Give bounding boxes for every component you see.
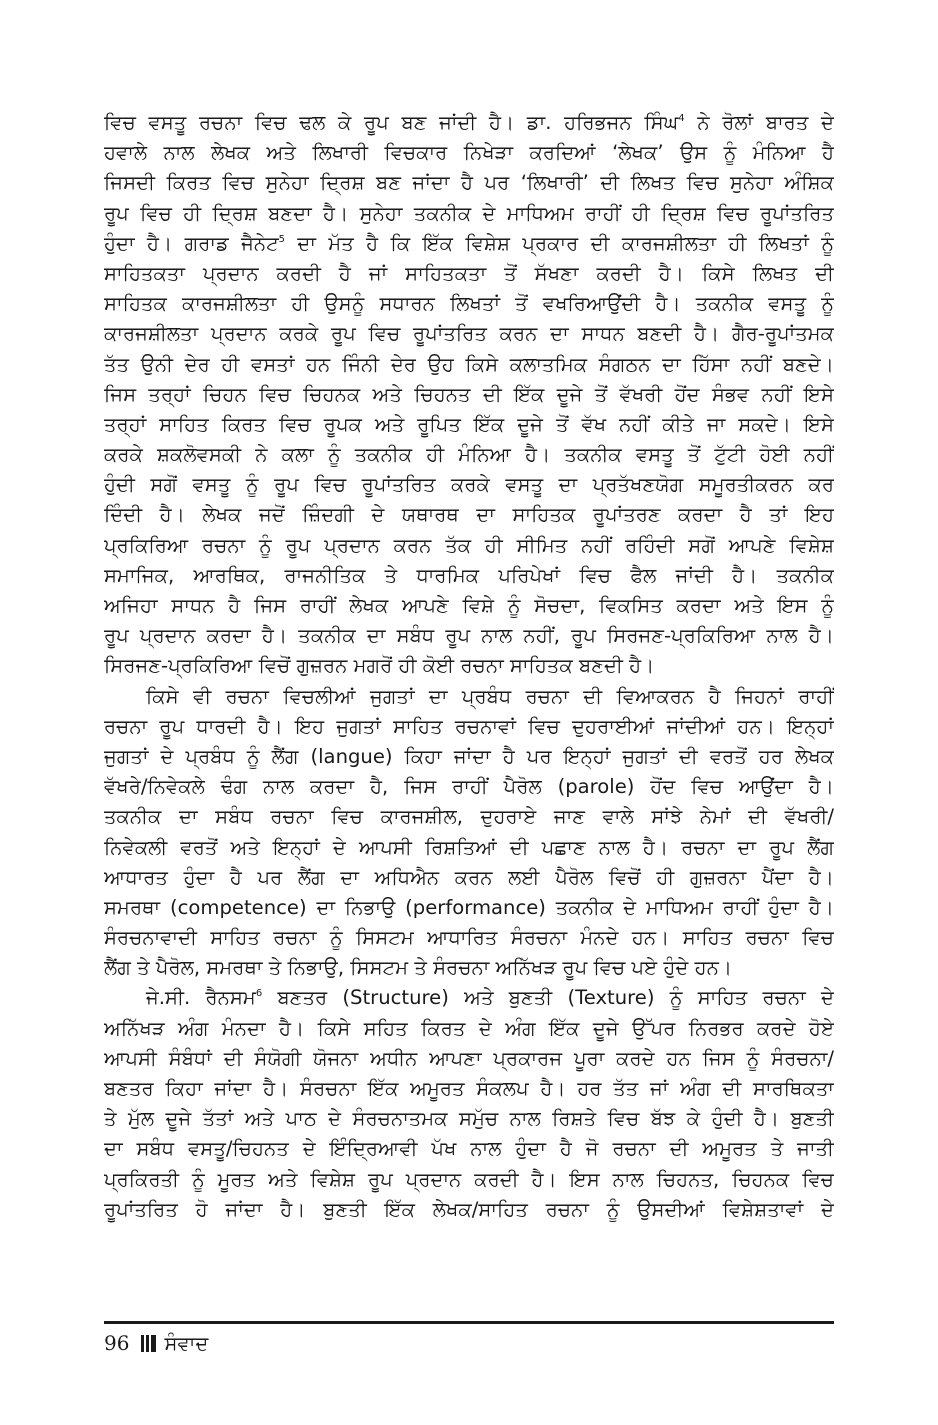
paragraph-3 <box>104 983 834 1225</box>
text-line: ਲੈਂਗ ਤੇ ਪੈਰੋਲ, ਸਮਰਥਾ ਤੇ ਨਿਭਾਉ, ਸਿਸਟਮ ਤੇ ਸੰਰਚਨਾ ਅਨਿੱਖੜ ਰੂਪ ਵਿਚ ਪਏ ਹੁੰਦੇ ਹਨ। <box>104 956 733 980</box>
footnote-ref: 5 <box>278 233 286 245</box>
text-line: ਦਿੰਦੀ ਹੈ। ਲੇਖਕ ਜਦੋਂ ਜ਼ਿੰਦਗੀ ਦੇ ਯਥਾਰਥ ਦਾ ਸਾਹਿਤਕ ਰੂਪਾਂਤਰਣ ਕਰਦਾ ਹੈ ਤਾਂ ਇਹ <box>104 503 834 527</box>
footer-divider <box>104 1321 834 1324</box>
journal-name: ਸੰਵਾਦ <box>164 1331 209 1355</box>
text-line: ਕਾਰਜਸ਼ੀਲਤਾ ਪ੍ਰਦਾਨ ਕਰਕੇ ਰੂਪ ਵਿਚ ਰੂਪਾਂਤਰਿਤ ਕਰਨ ਦਾ ਸਾਧਨ ਬਣਦੀ ਹੈ। ਗੈਰ-ਰੂਪਾਂਤਮਕ <box>104 322 834 346</box>
text-line: ਵੱਖਰੇ/ਨਿਵੇਕਲੇ ਢੰਗ ਨਾਲ ਕਰਦਾ ਹੈ, ਜਿਸ ਰਾਹੀਂ ਪੈਰੋਲ (parole) ਹੋਂਦ ਵਿਚ ਆਉਂਦਾ ਹੈ। <box>104 775 834 799</box>
text-line: ਸਿਰਜਣ-ਪ੍ਰਕਿਰਿਆ ਵਿਚੋਂ ਗੁਜ਼ਰਨ ਮਗਰੋਂ ਹੀ ਕੋਈ ਰਚਨਾ ਸਾਹਿਤਕ ਬਣਦੀ ਹੈ। <box>104 654 655 678</box>
text-line: ਜਿਸ ਤਰ੍ਹਾਂ ਚਿਹਨ ਵਿਚ ਚਿਹਨਕ ਅਤੇ ਚਿਹਨਤ ਦੀ ਇੱਕ ਦੂਜੇ ਤੋਂ ਵੱਖਰੀ ਹੋਂਦ ਸੰਭਵ ਨਹੀਂ ਇਸੇ <box>104 382 834 406</box>
text-line: ਨਿਵੇਕਲੀ ਵਰਤੋਂ ਅਤੇ ਇਨ੍ਹਾਂ ਦੇ ਆਪਸੀ ਰਿਸ਼ਤਿਆਂ ਦੀ ਪਛਾਣ ਨਾਲ ਹੈ। ਰਚਨਾ ਦਾ ਰੂਪ ਲੈਂਗ <box>104 835 834 859</box>
text-line: ਸੰਰਚਨਾਵਾਦੀ ਸਾਹਿਤ ਰਚਨਾ ਨੂੰ ਸਿਸਟਮ ਆਧਾਰਿਤ ਸੰਰਚਨਾ ਮੰਨਦੇ ਹਨ। ਸਾਹਿਤ ਰਚਨਾ ਵਿਚ <box>104 926 834 950</box>
paragraph-2 <box>104 682 834 984</box>
text-line: ਅਨਿੱਖੜ ਅੰਗ ਮੰਨਦਾ ਹੈ। ਕਿਸੇ ਸਹਿਤ ਕਿਰਤ ਦੇ ਅੰਗ ਇੱਕ ਦੂਜੇ ਉੱਪਰ ਨਿਰਭਰ ਕਰਦੇ ਹੋਏ <box>104 1016 834 1040</box>
text-line: ਕਰਕੇ ਸ਼ਕਲੋਵਸਕੀ ਨੇ ਕਲਾ ਨੂੰ ਤਕਨੀਕ ਹੀ ਮੰਨਿਆ ਹੈ। ਤਕਨੀਕ ਵਸਤੂ ਤੋਂ ਟੁੱਟੀ ਹੋਈ ਨਹੀਂ <box>104 443 834 467</box>
text-line: ਪ੍ਰਕਿਰਿਆ ਰਚਨਾ ਨੂੰ ਰੂਪ ਪ੍ਰਦਾਨ ਕਰਨ ਤੱਕ ਹੀ ਸੀਮਿਤ ਨਹੀਂ ਰਹਿੰਦੀ ਸਗੋਂ ਆਪਣੇ ਵਿਸ਼ੇਸ਼ <box>104 533 834 557</box>
text-line: ਰਚਨਾ ਰੂਪ ਧਾਰਦੀ ਹੈ। ਇਹ ਜੁਗਤਾਂ ਸਾਹਿਤ ਰਚਨਾਵਾਂ ਵਿਚ ਦੁਹਰਾਈਆਂ ਜਾਂਦੀਆਂ ਹਨ। ਇਨ੍ਹਾਂ <box>104 714 834 738</box>
text-line: ਤਕਨੀਕ ਦਾ ਸਬੰਧ ਰਚਨਾ ਵਿਚ ਕਾਰਜਸ਼ੀਲ, ਦੁਹਰਾਏ ਜਾਣ ਵਾਲੇ ਸਾਂਝੇ ਨੇਮਾਂ ਦੀ ਵੱਖਰੀ/ <box>104 805 834 829</box>
page-footer <box>104 1330 208 1356</box>
text-line: ਆਧਾਰਤ ਹੁੰਦਾ ਹੈ ਪਰ ਲੈਂਗ ਦਾ ਅਧਿਐਨ ਕਰਨ ਲਈ ਪੈਰੋਲ ਵਿਚੋਂ ਹੀ ਗੁਜ਼ਰਨਾ ਪੈਂਦਾ ਹੈ। <box>104 865 834 889</box>
text-line: ਸਾਹਿਤਕ ਕਾਰਜਸ਼ੀਲਤਾ ਹੀ ਉਸਨੂੰ ਸਧਾਰਨ ਲਿਖਤਾਂ ਤੋਂ ਵਖਰਿਆਉਂਦੀ ਹੈ। ਤਕਨੀਕ ਵਸਤੂ ਨੂੰ <box>104 292 834 316</box>
footnote-ref: 4 <box>678 113 685 124</box>
text-line: ਰੂਪ ਵਿਚ ਹੀ ਦ੍ਰਿਸ਼ ਬਣਦਾ ਹੈ। ਸੁਨੇਹਾ ਤਕਨੀਕ ਦੇ ਮਾਧਿਅਮ ਰਾਹੀਂ ਹੀ ਦ੍ਰਿਸ਼ ਵਿਚ ਰੂਪਾਂਤਰਿਤ <box>104 201 834 225</box>
text-line: ਹਵਾਲੇ ਨਾਲ ਲੇਖਕ ਅਤੇ ਲਿਖਾਰੀ ਵਿਚਕਾਰ ਨਿਖੇੜਾ ਕਰਦਿਆਂ ‘ਲੇਖਕ’ ਉਸ ਨੂੰ ਮੰਨਿਆ ਹੈ <box>104 141 834 165</box>
text-line: ਜੇ.ਸੀ. ਰੈਨਸਮ$^6$ ਬਣਤਰ (Structure) ਅਤੇ ਬੁਣਤੀ (Texture) ਨੂੰ ਸਾਹਿਤ ਰਚਨਾ ਦੇ <box>146 986 834 1010</box>
text-line: ਕਿਸੇ ਵੀ ਰਚਨਾ ਵਿਚਲੀਆਂ ਜੁਗਤਾਂ ਦਾ ਪ੍ਰਬੰਧ ਰਚਨਾ ਦੀ ਵਿਆਕਰਨ ਹੈ ਜਿਹਨਾਂ ਰਾਹੀਂ <box>146 684 834 708</box>
text-line: ਜੁਗਤਾਂ ਦੇ ਪ੍ਰਬੰਧ ਨੂੰ ਲੈਂਗ (langue) ਕਿਹਾ ਜਾਂਦਾ ਹੈ ਪਰ ਇਨ੍ਹਾਂ ਜੁਗਤਾਂ ਦੀ ਵਰਤੋਂ ਹਰ ਲੇਖਕ <box>104 744 834 768</box>
footnote-ref: 6 <box>255 988 263 1000</box>
triple-bar-icon <box>141 1334 158 1352</box>
text-line: ਦਾ ਸਬੰਧ ਵਸਤੂ/ਚਿਹਨਤ ਦੇ ਇੰਦ੍ਰਿਆਵੀ ਪੱਖ ਨਾਲ ਹੁੰਦਾ ਹੈ ਜੋ ਰਚਨਾ ਦੀ ਅਮੂਰਤ ਤੇ ਜਾਤੀ <box>104 1137 834 1161</box>
text-line: ਹੁੰਦੀ ਸਗੋਂ ਵਸਤੂ ਨੂੰ ਰੂਪ ਵਿਚ ਰੂਪਾਂਤਰਿਤ ਕਰਕੇ ਵਸਤੂ ਦਾ ਪ੍ਰਤੱਖਣਯੋਗ ਸਮੂਰਤੀਕਰਨ ਕਰ <box>104 473 834 497</box>
text-line: ਅਜਿਹਾ ਸਾਧਨ ਹੈ ਜਿਸ ਰਾਹੀਂ ਲੇਖਕ ਆਪਣੇ ਵਿਸ਼ੇ ਨੂੰ ਸੋਚਦਾ, ਵਿਕਸਿਤ ਕਰਦਾ ਅਤੇ ਇਸ ਨੂੰ <box>104 594 834 617</box>
text-line: ਤਰ੍ਹਾਂ ਸਾਹਿਤ ਕਿਰਤ ਵਿਚ ਰੂਪਕ ਅਤੇ ਰੂਪਿਤ ਇੱਕ ਦੂਜੇ ਤੋਂ ਵੱਖ ਨਹੀਂ ਕੀਤੇ ਜਾ ਸਕਦੇ। ਇਸੇ <box>104 412 834 436</box>
text-line: ਬਣਤਰ ਕਿਹਾ ਜਾਂਦਾ ਹੈ। ਸੰਰਚਨਾ ਇੱਕ ਅਮੂਰਤ ਸੰਕਲਪ ਹੈ। ਹਰ ਤੱਤ ਜਾਂ ਅੰਗ ਦੀ ਸਾਰਥਿਕਤਾ <box>104 1077 834 1100</box>
text-line: ਤੱਤ ਉਨੀ ਦੇਰ ਹੀ ਵਸਤਾਂ ਹਨ ਜਿੰਨੀ ਦੇਰ ਉਹ ਕਿਸੇ ਕਲਾਤਮਿਕ ਸੰਗਠਨ ਦਾ ਹਿੱਸਾ ਨਹੀਂ ਬਣਦੇ। <box>104 352 834 376</box>
body-text <box>104 108 834 1225</box>
text-line: ਸਾਹਿਤਕਤਾ ਪ੍ਰਦਾਨ ਕਰਦੀ ਹੈ ਜਾਂ ਸਾਹਿਤਕਤਾ ਤੋਂ ਸੱਖਣਾ ਕਰਦੀ ਹੈ। ਕਿਸੇ ਲਿਖਤ ਦੀ <box>104 261 834 285</box>
text-line: ਜਿਸਦੀ ਕਿਰਤ ਵਿਚ ਸੁਨੇਹਾ ਦ੍ਰਿਸ਼ ਬਣ ਜਾਂਦਾ ਹੈ ਪਰ ‘ਲਿਖਾਰੀ’ ਦੀ ਲਿਖਤ ਵਿਚ ਸੁਨੇਹਾ ਅੰਸ਼ਿਕ <box>104 171 834 195</box>
paragraph-1 <box>104 108 834 682</box>
text-line: ਰੂਪਾਂਤਰਿਤ ਹੋ ਜਾਂਦਾ ਹੈ। ਬੁਣਤੀ ਇੱਕ ਲੇਖਕ/ਸਾਹਿਤ ਰਚਨਾ ਨੂੰ ਉਸਦੀਆਂ ਵਿਸ਼ੇਸ਼ਤਾਵਾਂ ਦੇ <box>104 1197 834 1221</box>
text-line: ਆਪਸੀ ਸੰਬੰਧਾਂ ਦੀ ਸੰਯੋਗੀ ਯੋਜਨਾ ਅਧੀਨ ਆਪਣਾ ਪ੍ਰਕਾਰਜ ਪੂਰਾ ਕਰਦੇ ਹਨ ਜਿਸ ਨੂੰ ਸੰਰਚਨਾ/ <box>104 1046 834 1070</box>
text-line: ਤੇ ਮੁੱਲ ਦੂਜੇ ਤੱਤਾਂ ਅਤੇ ਪਾਠ ਦੇ ਸੰਰਚਨਾਤਮਕ ਸਮੁੱਚ ਨਾਲ ਰਿਸ਼ਤੇ ਵਿਚ ਬੱਝ ਕੇ ਹੁੰਦੀ ਹੈ। ਬੁਣਤੀ <box>104 1107 834 1131</box>
text-line: ਸਮਾਜਿਕ, ਆਰਥਿਕ, ਰਾਜਨੀਤਿਕ ਤੇ ਧਾਰਮਿਕ ਪਰਿਪੇਖਾਂ ਵਿਚ ਫੈਲ ਜਾਂਦੀ ਹੈ। ਤਕਨੀਕ <box>104 563 834 587</box>
text-line: ਹੁੰਦਾ ਹੈ। ਗਰਾਡ ਜੈਨੇਟ$^5$ ਦਾ ਮੱਤ ਹੈ ਕਿ ਇੱਕ ਵਿਸ਼ੇਸ਼ ਪ੍ਰਕਾਰ ਦੀ ਕਾਰਜਸ਼ੀਲਤਾ ਹੀ ਲਿਖਤਾਂ ਨੂੰ <box>104 231 834 255</box>
page-number: 96 <box>104 1331 130 1355</box>
text-line: ਵਿਚ ਵਸਤੂ ਰਚਨਾ ਵਿਚ ਢਲ ਕੇ ਰੂਪ ਬਣ ਜਾਂਦੀ ਹੈ। ਡਾ. ਹਰਿਭਜਨ ਸਿੰਘ$^4$ ਨੇ ਰੋਲਾਂ ਬਾਰਤ ਦੇ <box>104 111 834 134</box>
text-line: ਰੂਪ ਪ੍ਰਦਾਨ ਕਰਦਾ ਹੈ। ਤਕਨੀਕ ਦਾ ਸਬੰਧ ਰੂਪ ਨਾਲ ਨਹੀਂ, ਰੂਪ ਸਿਰਜਣ-ਪ੍ਰਕਿਰਿਆ ਨਾਲ ਹੈ। <box>104 624 834 648</box>
text-line: ਸਮਰਥਾ (competence) ਦਾ ਨਿਭਾਉ (performance) ਤਕਨੀਕ ਦੇ ਮਾਧਿਅਮ ਰਾਹੀਂ ਹੁੰਦਾ ਹੈ। <box>104 895 834 919</box>
text-line: ਪ੍ਰਕਿਰਤੀ ਨੂੰ ਮੂਰਤ ਅਤੇ ਵਿਸ਼ੇਸ਼ ਰੂਪ ਪ੍ਰਦਾਨ ਕਰਦੀ ਹੈ। ਇਸ ਨਾਲ ਚਿਹਨਤ, ਚਿਹਨਕ ਵਿਚ <box>104 1167 834 1191</box>
